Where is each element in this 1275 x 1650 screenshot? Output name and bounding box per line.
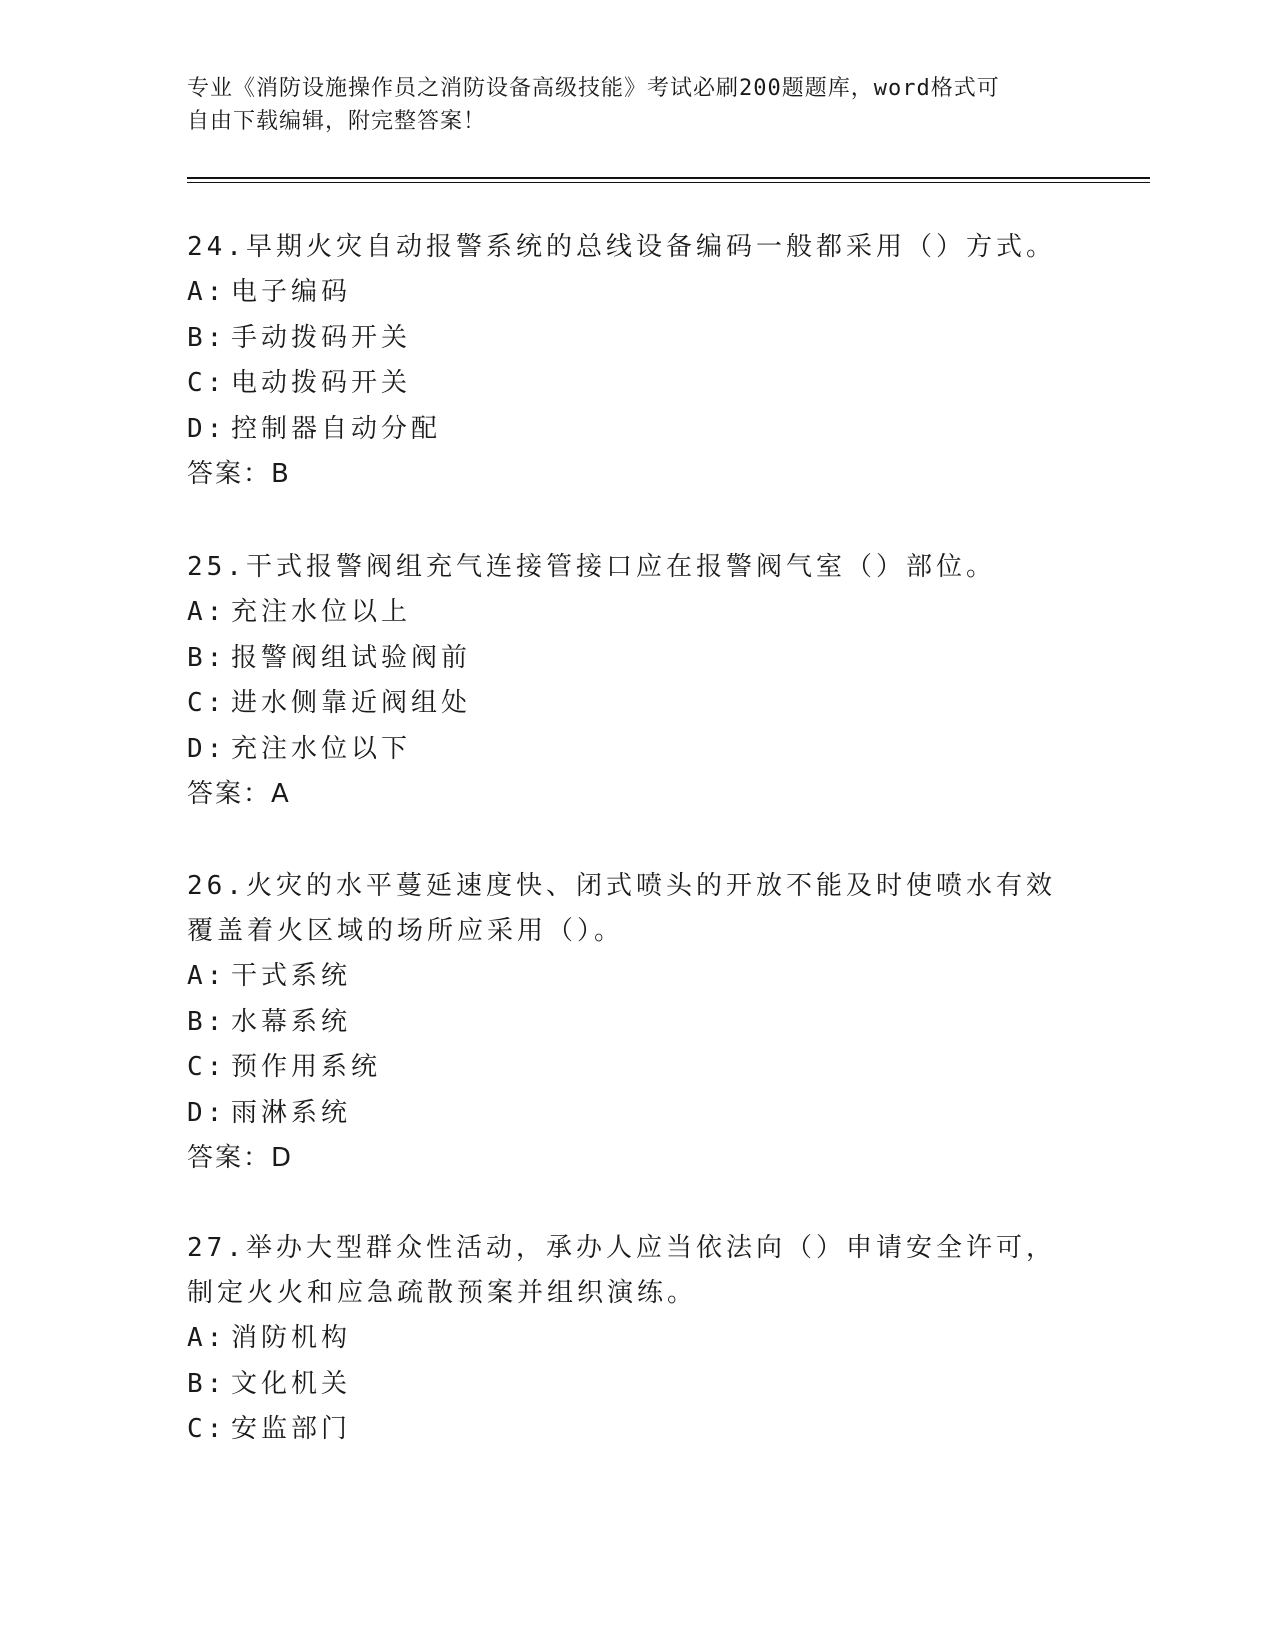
option-letter: B: <box>187 642 227 673</box>
option-letter: A: <box>187 1323 227 1353</box>
option-c <box>187 1407 1077 1453</box>
option-text: 进水侧靠近阀组处 <box>231 688 472 718</box>
question-25 <box>187 545 1077 818</box>
option-b <box>187 1000 1077 1046</box>
option-b <box>187 1362 1077 1408</box>
option-d <box>187 727 1077 773</box>
header-line-1: 专业《消防设施操作员之消防设备高级技能》考试必刷200题题库，word格式可 <box>187 76 1000 101</box>
option-a <box>187 954 1077 1000</box>
option-letter: B: <box>187 1368 227 1399</box>
option-letter: C: <box>187 688 227 718</box>
option-letter: A: <box>187 277 227 307</box>
option-text: 电动拨码开关 <box>231 368 412 398</box>
option-text: 水幕系统 <box>231 1006 352 1037</box>
document-header <box>187 72 1067 138</box>
header-divider-thin <box>187 182 1150 183</box>
option-text: 干式系统 <box>231 961 352 991</box>
header-line-2: 自由下载编辑，附完整答案！ <box>187 109 487 134</box>
option-text: 手动拨码开关 <box>231 322 412 353</box>
option-text: 控制器自动分配 <box>231 413 442 444</box>
option-letter: C: <box>187 1052 227 1082</box>
header-divider-thick <box>187 177 1150 179</box>
question-24 <box>187 225 1077 498</box>
option-text: 预作用系统 <box>231 1052 382 1082</box>
option-letter: A: <box>187 961 227 991</box>
option-b <box>187 636 1077 682</box>
option-text: 雨淋系统 <box>231 1097 352 1128</box>
option-text: 报警阀组试验阀前 <box>231 642 472 673</box>
question-stem: 27.举办大型群众性活动，承办人应当依法向（）申请安全许可，制定火火和应急疏散预案并组织演练。 <box>187 1233 1056 1308</box>
option-a <box>187 590 1077 636</box>
option-text: 消防机构 <box>231 1323 352 1353</box>
option-c <box>187 1045 1077 1091</box>
option-letter: B: <box>187 1006 227 1037</box>
option-c <box>187 361 1077 407</box>
option-a <box>187 270 1077 316</box>
option-text: 充注水位以下 <box>231 733 412 764</box>
option-b <box>187 316 1077 362</box>
option-letter: B: <box>187 322 227 353</box>
option-letter: C: <box>187 368 227 398</box>
option-letter: D: <box>187 413 227 444</box>
question-26 <box>187 864 1077 1182</box>
option-a <box>187 1316 1077 1362</box>
option-letter: D: <box>187 733 227 764</box>
option-d <box>187 1091 1077 1137</box>
answer-line: 答案：D <box>187 1143 294 1173</box>
option-letter: D: <box>187 1097 227 1128</box>
option-text: 安监部门 <box>231 1414 352 1444</box>
option-d <box>187 407 1077 453</box>
option-letter: A: <box>187 597 227 627</box>
question-stem: 26.火灾的水平蔓延速度快、闭式喷头的开放不能及时使喷水有效覆盖着火区域的场所应采用（）。 <box>187 871 1056 946</box>
option-letter: C: <box>187 1414 227 1444</box>
question-stem: 24.早期火灾自动报警系统的总线设备编码一般都采用（）方式。 <box>187 232 1056 262</box>
answer-line: 答案：A <box>187 779 291 809</box>
option-c <box>187 681 1077 727</box>
option-text: 充注水位以上 <box>231 597 412 627</box>
question-27 <box>187 1226 1077 1453</box>
option-text: 电子编码 <box>231 277 352 307</box>
question-stem: 25.干式报警阀组充气连接管接口应在报警阀气室（）部位。 <box>187 552 996 582</box>
option-text: 文化机关 <box>231 1368 352 1399</box>
answer-line: 答案：B <box>187 459 291 489</box>
